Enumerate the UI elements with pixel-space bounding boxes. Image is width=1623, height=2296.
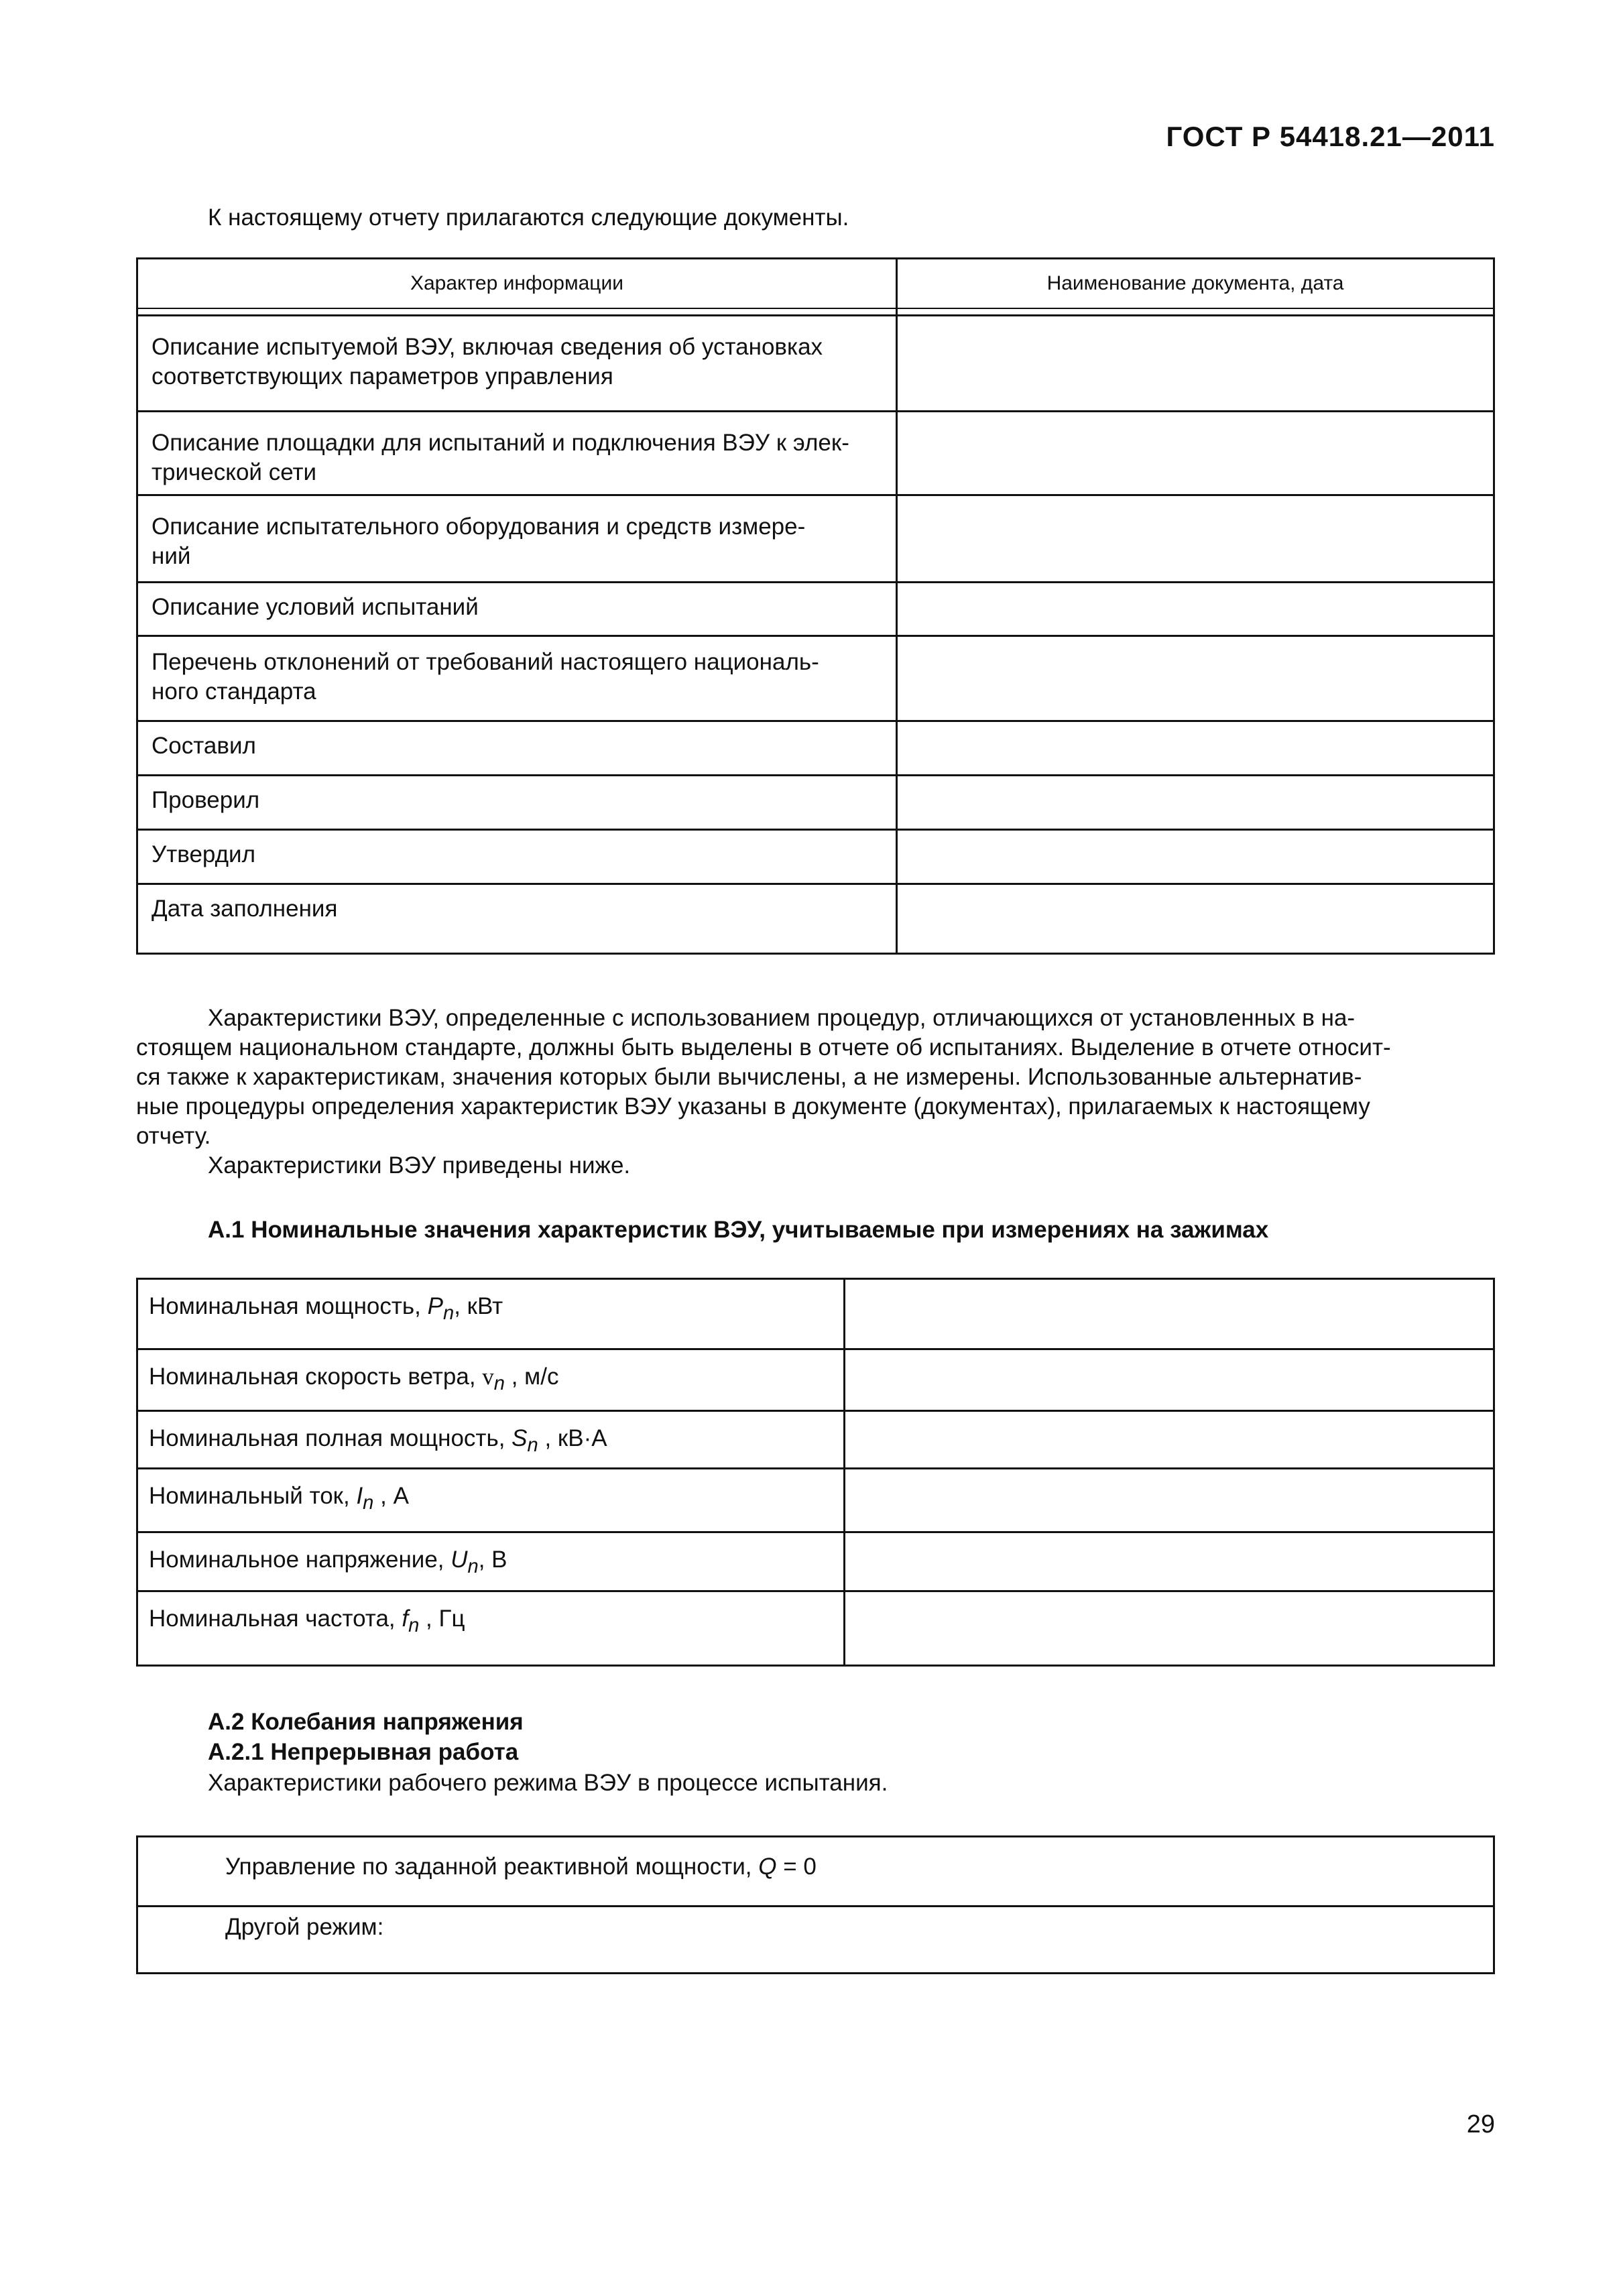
value-cell[interactable] <box>845 1591 1494 1666</box>
table-row: Номинальная мощность, $P_n$, кВт <box>137 1279 1494 1349</box>
table-row: Описание площадки для испытаний и подключения ВЭУ к элек- трической сети <box>137 412 1494 495</box>
document-cell[interactable] <box>897 316 1494 412</box>
page-number: 29 <box>1466 2110 1495 2138</box>
document-cell[interactable] <box>897 495 1494 583</box>
rated-values-table <box>136 1278 1495 1667</box>
value-cell[interactable] <box>845 1349 1494 1411</box>
column-header-document: Наименование документа, дата <box>897 259 1494 309</box>
table-row: Номинальное напряжение, $U_n$, В <box>137 1532 1494 1591</box>
table-row: Другой режим: <box>137 1907 1494 1974</box>
document-cell[interactable] <box>897 884 1494 954</box>
documents-table <box>136 257 1495 955</box>
document-cell[interactable] <box>897 583 1494 636</box>
table-row: Описание испытательного оборудования и средств измере- ний <box>137 495 1494 583</box>
table-row: Номинальная скорость ветра, $v_n$ , м/с <box>137 1349 1494 1411</box>
table-row: Номинальная полная мощность, $S_n$ , кВ·А <box>137 1411 1494 1469</box>
table-row: Дата заполнения <box>137 884 1494 954</box>
table-row: Описание испытуемой ВЭУ, включая сведения об установках соответствующих параметров управления <box>137 316 1494 412</box>
section-heading-a1: А.1 Номинальные значения характеристик ВЭУ, учитываемые при измерениях на зажимах <box>208 1217 1269 1243</box>
header-divider <box>137 308 1494 316</box>
value-cell[interactable] <box>845 1532 1494 1591</box>
table-row: Номинальный ток, $I_n$ , А <box>137 1469 1494 1532</box>
document-header: ГОСТ Р 54418.21—2011 <box>1166 121 1495 152</box>
section-heading-a2: А.2 Колебания напряжения <box>208 1709 524 1735</box>
a21-text: Характеристики рабочего режима ВЭУ в процессе испытания. <box>208 1770 888 1796</box>
table-row: Номинальная частота, $f_n$ , Гц <box>137 1591 1494 1666</box>
column-header-info: Характер информации <box>137 259 897 309</box>
intro-text: К настоящему отчету прилагаются следующие документы. <box>208 204 849 231</box>
table-row: Утвердил <box>137 830 1494 884</box>
value-cell[interactable] <box>845 1279 1494 1349</box>
table-row: Перечень отклонений от требований настоящего националь- ного стандарта <box>137 636 1494 721</box>
table-row: Проверил <box>137 776 1494 830</box>
document-cell[interactable] <box>897 830 1494 884</box>
operating-mode-table <box>136 1835 1495 1974</box>
body-paragraph: Характеристики ВЭУ, определенные с использованием процедур, отличающихся от установленных в на- стоящем национальном стандарте, должны быть выделены в отчете об испытаниях. Выделение в отчете относит- ся также к характеристикам, значения которых были вычислены, а не измерены. Использованные альтернатив- ные процедуры определения характеристик ВЭУ указаны в документе (документах), прилагаемых к настоящему отчету. Характеристики ВЭУ приведены ниже. <box>136 1005 1391 1179</box>
document-cell[interactable] <box>897 721 1494 776</box>
value-cell[interactable] <box>845 1469 1494 1532</box>
value-cell[interactable] <box>845 1411 1494 1469</box>
document-cell[interactable] <box>897 636 1494 721</box>
section-heading-a21: А.2.1 Непрерывная работа <box>208 1739 519 1765</box>
table-row: Управление по заданной реактивной мощности, Q = 0 <box>137 1837 1494 1907</box>
document-cell[interactable] <box>897 412 1494 495</box>
table-row: Составил <box>137 721 1494 776</box>
document-cell[interactable] <box>897 776 1494 830</box>
table-row: Описание условий испытаний <box>137 583 1494 636</box>
